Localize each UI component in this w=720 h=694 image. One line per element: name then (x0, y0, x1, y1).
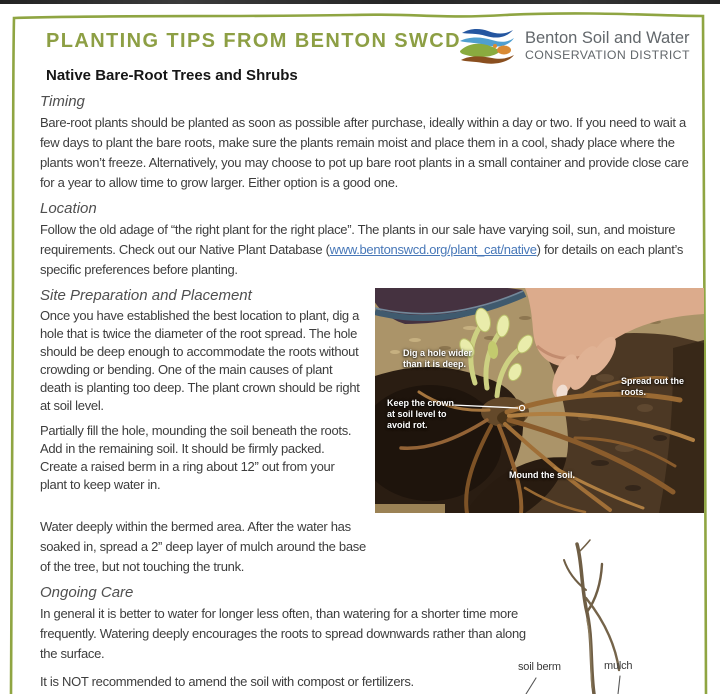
logo-waves-icon (458, 27, 516, 65)
photo-label-spread-roots: Spread out the roots. (621, 376, 685, 397)
document-subtitle: Native Bare-Root Trees and Shrubs (46, 67, 298, 84)
page-title: PLANTING TIPS FROM BENTON SWCD (46, 30, 461, 52)
location-text-before-link: Follow the old adage of “the right plant for the right place”. The plants in our sale have varying soil, sun, and moisture requirements. Check out our Native Plant Database ( (40, 222, 676, 257)
photo-label-mound-soil: Mound the soil. (509, 470, 575, 480)
diagram-label-mulch: mulch (604, 660, 633, 672)
planting-diagram (502, 538, 677, 694)
photo-label-dig-hole: Dig a hole wider than it is deep. (403, 348, 473, 369)
timing-paragraph: Bare-root plants should be planted as soon as possible after purchase, ideally within a day or two. If you need to wait a few days to plant the bare roots, make sure the plants remain moist and place them in a cool, shady place where the plants won’t freeze. Alternatively, you may choose to pot up bare root plants in a small container and provide close care for a year to allow time to grow larger. Either option is a good one. (40, 115, 689, 190)
org-name: Benton Soil and Water (525, 29, 690, 48)
native-plant-database-link[interactable]: www.bentonswcd.org/plant_cat/native (329, 242, 537, 257)
watering-text: Water deeply within the bermed area. After the water has soaked in, spread a 2” deep layer of mulch around the base of the tree, but not touching the trunk. (40, 519, 366, 574)
section-heading-location: Location (40, 200, 97, 217)
photo-label-keep-crown: Keep the crown at soil level to avoid rot. (387, 398, 455, 430)
section-heading-ongoing-care: Ongoing Care (40, 584, 134, 601)
site-preparation-paragraph-2: Partially fill the hole, mounding the soil beneath the roots. Add in the remaining soil. It should be firmly packed. Create a raised berm in a ring about 12” out from your plant to keep water in. (40, 423, 352, 492)
section-heading-timing: Timing (40, 93, 85, 110)
org-name-secondary: CONSERVATION DISTRICT (525, 48, 690, 63)
location-text-after-link: ) for details on each plant’s specific preferences before planting. (40, 242, 684, 277)
org-logo (458, 27, 690, 65)
location-paragraph (40, 220, 704, 280)
section-heading-site-preparation: Site Preparation and Placement (40, 287, 252, 304)
ongoing-care-paragraph-1: In general it is better to water for longer less often, than watering for a shorter time more frequently. Watering deeply encourages the roots to spread downwards rather than along the surface. (40, 606, 526, 661)
planting-photo (375, 288, 704, 513)
diagram-label-soil-berm: soil berm (518, 661, 561, 673)
window-top-edge (0, 0, 720, 4)
ongoing-care-paragraph-2: It is NOT recommended to amend the soil with compost or fertilizers. (40, 674, 414, 689)
site-preparation-paragraph-1: Once you have established the best location to plant, dig a hole that is twice the diameter of the root spread. The hole should be deep enough to accommodate the roots without crowding or bending. One of the main causes of plant death is planting too deep. The plant crown should be right at soil level. (40, 308, 360, 413)
org-name-block (525, 29, 690, 62)
